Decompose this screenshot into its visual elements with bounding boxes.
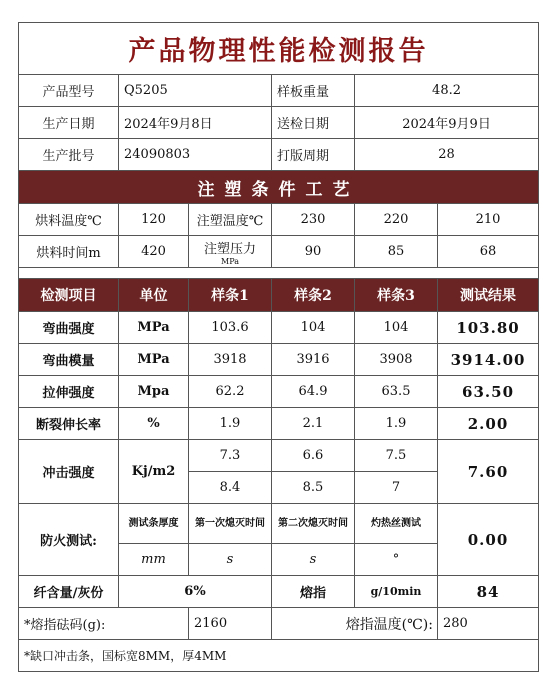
impact-r1-sample-3: 7.5: [355, 440, 438, 472]
header-result: 测试结果: [438, 279, 539, 312]
table-row-unit: MPa: [119, 312, 189, 344]
send-date-label: 送检日期: [272, 107, 355, 139]
plate-weight-value: 48.2: [355, 75, 539, 107]
model-label: 产品型号: [19, 75, 119, 107]
inj-pressure-cell: [189, 236, 272, 268]
table-row-sample-3: 1.9: [355, 408, 438, 440]
header-sample-2: 样条2: [272, 279, 355, 312]
fire-second-unit: s: [272, 544, 355, 576]
inj-temp-label: 注塑温度℃: [189, 204, 272, 236]
table-row-sample-3: 3908: [355, 344, 438, 376]
inj-pressure-2: 85: [355, 236, 438, 268]
model-value: Q5205: [119, 75, 272, 107]
inj-temp-3: 210: [438, 204, 539, 236]
impact-item: 冲击强度: [19, 440, 119, 504]
plate-weight-label: 样板重量: [272, 75, 355, 107]
spacer-row: [19, 268, 539, 279]
header-sample-1: 样条1: [189, 279, 272, 312]
impact-r2-sample-1: 8.4: [189, 472, 272, 504]
impact-unit: Kj/m2: [119, 440, 189, 504]
inj-temp-2: 220: [355, 204, 438, 236]
fire-glow-label: 灼热丝测试: [355, 504, 438, 544]
fire-glow-unit: °: [355, 544, 438, 576]
header-item: 检测项目: [19, 279, 119, 312]
fiber-label: 纤含量/灰份: [19, 576, 119, 608]
inj-temp-1: 230: [272, 204, 355, 236]
report-table: [18, 22, 539, 672]
fire-thickness-label: 测试条厚度: [119, 504, 189, 544]
table-row-unit: Mpa: [119, 376, 189, 408]
fire-first-label: 第一次熄灭时间: [189, 504, 272, 544]
table-row-item: 拉伸强度: [19, 376, 119, 408]
process-section-title: 注塑条件工艺: [19, 171, 539, 204]
footer-note: *缺口冲击条，国标宽8MM，厚4MM: [19, 640, 539, 672]
dry-temp-value: 120: [119, 204, 189, 236]
melt-weight-value: 2160: [189, 608, 272, 640]
fire-thickness-unit: mm: [119, 544, 189, 576]
melt-weight-label: *熔指砝码(g):: [19, 608, 189, 640]
table-row-unit: %: [119, 408, 189, 440]
report-title: 产品物理性能检测报告: [19, 23, 539, 75]
table-row-sample-2: 104: [272, 312, 355, 344]
table-row-sample-3: 63.5: [355, 376, 438, 408]
melt-label: 熔指: [272, 576, 355, 608]
table-row-sample-1: 103.6: [189, 312, 272, 344]
table-row-result: 3914.00: [438, 344, 539, 376]
melt-temp-label: 熔指温度(℃):: [272, 608, 438, 640]
impact-result: 7.60: [438, 440, 539, 504]
melt-value: 84: [438, 576, 539, 608]
table-row-sample-1: 1.9: [189, 408, 272, 440]
table-row-item: 弯曲模量: [19, 344, 119, 376]
dry-temp-label: 烘料温度℃: [19, 204, 119, 236]
fire-item: 防火测试:: [19, 504, 119, 576]
header-sample-3: 样条3: [355, 279, 438, 312]
table-row-item: 断裂伸长率: [19, 408, 119, 440]
impact-r2-sample-2: 8.5: [272, 472, 355, 504]
batch-label: 生产批号: [19, 139, 119, 171]
impact-r1-sample-1: 7.3: [189, 440, 272, 472]
send-date-value: 2024年9月9日: [355, 107, 539, 139]
table-row-result: 63.50: [438, 376, 539, 408]
inj-pressure-unit: MPa: [221, 256, 239, 266]
table-row-sample-3: 104: [355, 312, 438, 344]
dry-time-value: 420: [119, 236, 189, 268]
table-row-sample-1: 3918: [189, 344, 272, 376]
table-row-result: 103.80: [438, 312, 539, 344]
table-row-item: 弯曲强度: [19, 312, 119, 344]
cycle-label: 打版周期: [272, 139, 355, 171]
fire-result: 0.00: [438, 504, 539, 576]
table-row-sample-1: 62.2: [189, 376, 272, 408]
inj-pressure-3: 68: [438, 236, 539, 268]
table-row-sample-2: 3916: [272, 344, 355, 376]
table-row-unit: MPa: [119, 344, 189, 376]
table-row-result: 2.00: [438, 408, 539, 440]
fire-second-label: 第二次熄灭时间: [272, 504, 355, 544]
impact-r1-sample-2: 6.6: [272, 440, 355, 472]
fire-first-unit: s: [189, 544, 272, 576]
cycle-value: 28: [355, 139, 539, 171]
table-row-sample-2: 64.9: [272, 376, 355, 408]
impact-r2-sample-3: 7: [355, 472, 438, 504]
inj-pressure-1: 90: [272, 236, 355, 268]
batch-value: 24090803: [119, 139, 272, 171]
header-unit: 单位: [119, 279, 189, 312]
prod-date-label: 生产日期: [19, 107, 119, 139]
prod-date-value: 2024年9月8日: [119, 107, 272, 139]
inj-pressure-label: 注塑压力: [203, 241, 256, 257]
dry-time-label: 烘料时间m: [19, 236, 119, 268]
melt-temp-value: 280: [438, 608, 539, 640]
melt-unit: g/10min: [355, 576, 438, 608]
fiber-value: 6%: [119, 576, 272, 608]
table-row-sample-2: 2.1: [272, 408, 355, 440]
